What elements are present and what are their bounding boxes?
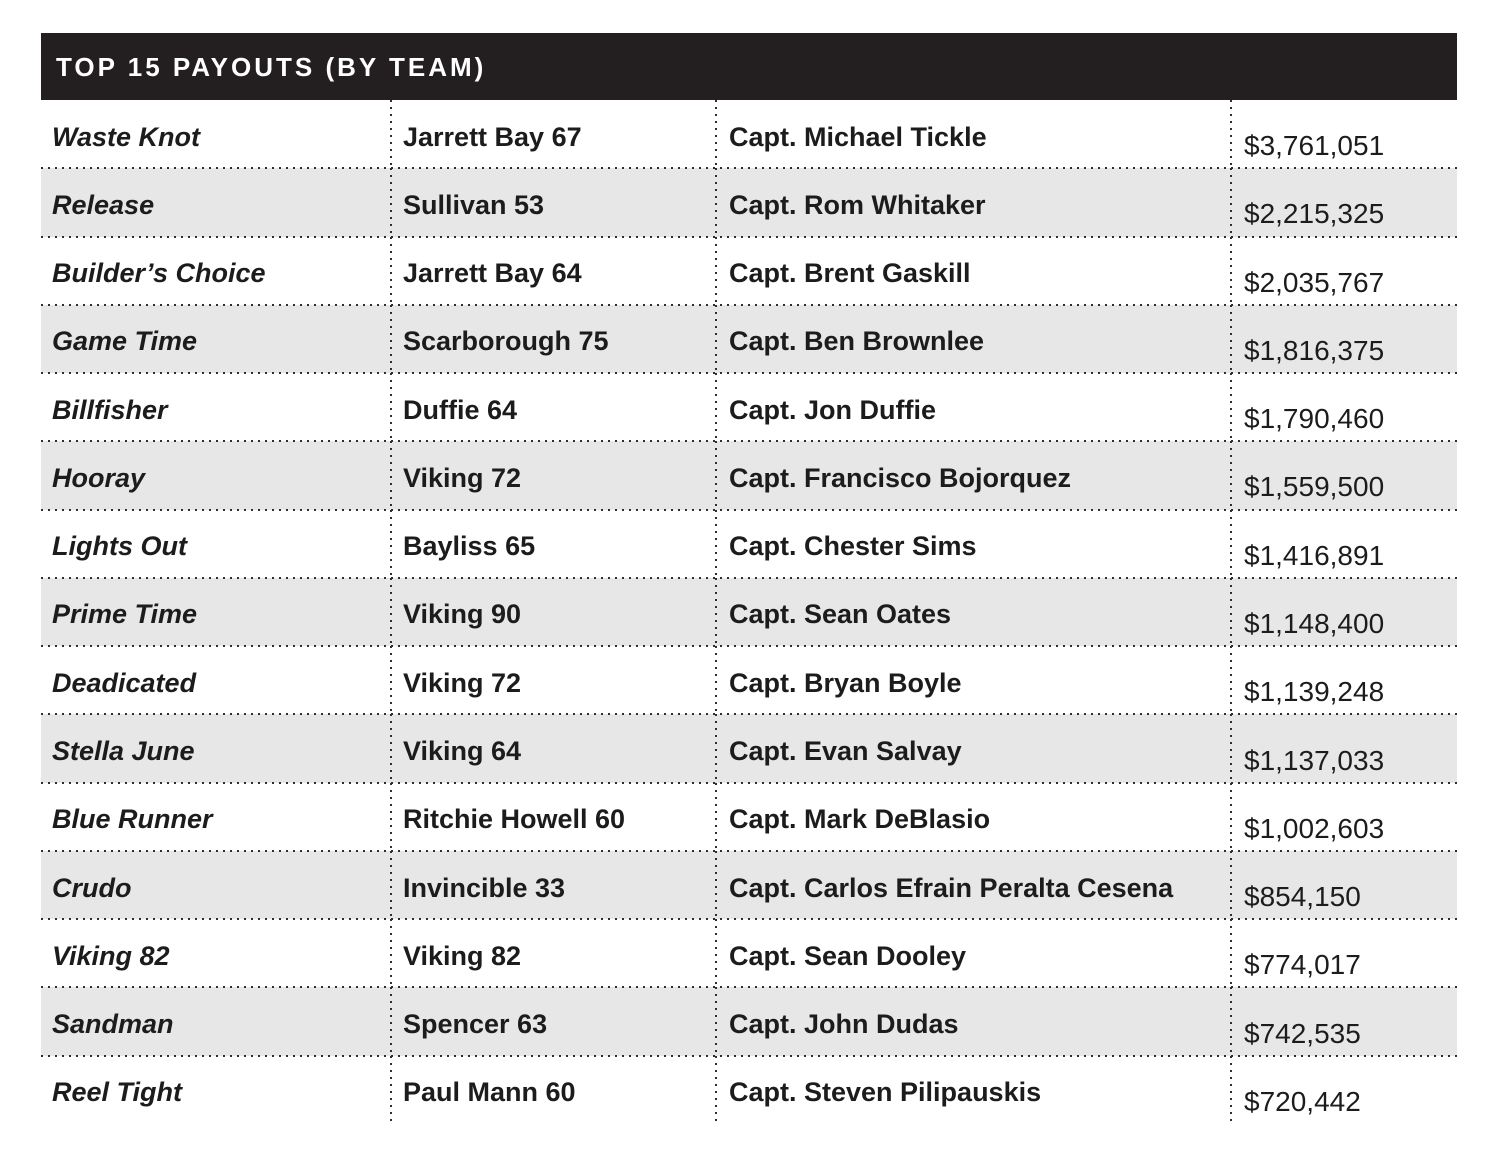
boat-model-cell <box>392 919 717 987</box>
captain-text: Capt. Chester Sims <box>729 531 977 562</box>
payout-cell <box>1232 305 1457 373</box>
boat-model-cell <box>392 305 717 373</box>
boat-model-text: Viking 82 <box>403 940 522 971</box>
boat-model-cell <box>392 373 717 441</box>
captain-text: Capt. Evan Salvay <box>729 736 962 767</box>
captain-cell <box>717 441 1232 509</box>
team-name-text: Reel Tight <box>52 1077 183 1108</box>
payout-text: $720,442 <box>1244 1085 1361 1117</box>
team-name-cell <box>41 510 392 578</box>
captain-cell <box>717 168 1232 236</box>
boat-model-cell <box>392 578 717 646</box>
table-row <box>41 237 1457 305</box>
captain-cell <box>717 851 1232 919</box>
captain-text: Capt. Brent Gaskill <box>729 258 971 289</box>
payout-table <box>41 33 1457 1124</box>
boat-model-text: Duffie 64 <box>403 394 518 425</box>
table-row <box>41 987 1457 1055</box>
payout-cell <box>1232 1056 1457 1124</box>
table-header-bar <box>41 33 1457 100</box>
payout-text: $2,215,325 <box>1244 198 1385 230</box>
captain-text: Capt. Bryan Boyle <box>729 667 962 698</box>
boat-model-cell <box>392 168 717 236</box>
table-row <box>41 1056 1457 1124</box>
payout-text: $1,816,375 <box>1244 334 1385 366</box>
captain-text: Capt. Rom Whitaker <box>729 189 986 220</box>
captain-text: Capt. Michael Tickle <box>729 121 987 152</box>
captain-cell <box>717 783 1232 851</box>
team-name-cell <box>41 100 392 168</box>
table-row <box>41 851 1457 919</box>
captain-text: Capt. Steven Pilipauskis <box>729 1077 1042 1108</box>
boat-model-cell <box>392 987 717 1055</box>
captain-text: Capt. Francisco Bojorquez <box>729 462 1072 493</box>
payout-text: $1,148,400 <box>1244 607 1385 639</box>
table-body <box>41 100 1457 1124</box>
payout-cell <box>1232 168 1457 236</box>
payout-text: $1,416,891 <box>1244 539 1385 571</box>
boat-model-cell <box>392 441 717 509</box>
boat-model-text: Viking 72 <box>403 667 522 698</box>
payout-cell <box>1232 237 1457 305</box>
boat-model-cell <box>392 100 717 168</box>
captain-text: Capt. Carlos Efrain Peralta Cesena <box>729 872 1174 903</box>
boat-model-text: Invincible 33 <box>403 872 566 903</box>
table-row <box>41 168 1457 236</box>
captain-cell <box>717 237 1232 305</box>
team-name-text: Game Time <box>52 326 198 357</box>
captain-text: Capt. Ben Brownlee <box>729 326 985 357</box>
team-name-cell <box>41 851 392 919</box>
table-row <box>41 646 1457 714</box>
team-name-text: Deadicated <box>52 667 197 698</box>
payout-text: $742,535 <box>1244 1017 1361 1049</box>
payout-text: $854,150 <box>1244 881 1361 913</box>
boat-model-cell <box>392 1056 717 1124</box>
team-name-cell <box>41 578 392 646</box>
captain-text: Capt. Sean Oates <box>729 599 952 630</box>
table-row <box>41 578 1457 646</box>
payout-cell <box>1232 100 1457 168</box>
boat-model-text: Ritchie Howell 60 <box>403 804 626 835</box>
team-name-cell <box>41 237 392 305</box>
boat-model-text: Scarborough 75 <box>403 326 609 357</box>
payout-cell <box>1232 441 1457 509</box>
boat-model-cell <box>392 646 717 714</box>
captain-cell <box>717 100 1232 168</box>
team-name-cell <box>41 783 392 851</box>
payout-cell <box>1232 714 1457 782</box>
boat-model-text: Viking 64 <box>403 736 522 767</box>
table-row <box>41 441 1457 509</box>
captain-cell <box>717 1056 1232 1124</box>
team-name-text: Waste Knot <box>52 121 201 152</box>
team-name-text: Lights Out <box>52 531 187 562</box>
table-row <box>41 919 1457 987</box>
payout-text: $774,017 <box>1244 949 1361 981</box>
captain-cell <box>717 919 1232 987</box>
table-row <box>41 100 1457 168</box>
team-name-cell <box>41 987 392 1055</box>
payout-cell <box>1232 783 1457 851</box>
payout-cell <box>1232 987 1457 1055</box>
team-name-text: Prime Time <box>52 599 198 630</box>
payout-cell <box>1232 373 1457 441</box>
payout-text: $1,137,033 <box>1244 744 1385 776</box>
team-name-text: Hooray <box>52 462 146 493</box>
payout-cell <box>1232 919 1457 987</box>
boat-model-text: Jarrett Bay 64 <box>403 258 582 289</box>
team-name-text: Stella June <box>52 736 195 767</box>
team-name-cell <box>41 919 392 987</box>
captain-cell <box>717 305 1232 373</box>
table-row <box>41 714 1457 782</box>
captain-text: Capt. Mark DeBlasio <box>729 804 991 835</box>
captain-cell <box>717 646 1232 714</box>
team-name-cell <box>41 714 392 782</box>
captain-cell <box>717 987 1232 1055</box>
payout-text: $3,761,051 <box>1244 130 1385 162</box>
boat-model-cell <box>392 851 717 919</box>
captain-text: Capt. Sean Dooley <box>729 940 967 971</box>
boat-model-cell <box>392 237 717 305</box>
team-name-cell <box>41 646 392 714</box>
team-name-text: Builder’s Choice <box>52 258 266 289</box>
boat-model-text: Sullivan 53 <box>403 189 545 220</box>
table-title: TOP 15 PAYOUTS (BY TEAM) <box>56 52 487 82</box>
payout-cell <box>1232 578 1457 646</box>
boat-model-text: Jarrett Bay 67 <box>403 121 582 152</box>
payout-cell <box>1232 510 1457 578</box>
boat-model-text: Viking 72 <box>403 462 522 493</box>
team-name-text: Billfisher <box>52 394 168 425</box>
team-name-text: Blue Runner <box>52 804 213 835</box>
boat-model-text: Bayliss 65 <box>403 531 536 562</box>
payout-text: $1,559,500 <box>1244 471 1385 503</box>
captain-text: Capt. John Dudas <box>729 1009 959 1040</box>
team-name-cell <box>41 305 392 373</box>
captain-cell <box>717 578 1232 646</box>
team-name-text: Sandman <box>52 1009 174 1040</box>
payout-cell <box>1232 851 1457 919</box>
team-name-text: Crudo <box>52 872 132 903</box>
table-row <box>41 510 1457 578</box>
boat-model-cell <box>392 783 717 851</box>
captain-cell <box>717 510 1232 578</box>
captain-cell <box>717 714 1232 782</box>
captain-cell <box>717 373 1232 441</box>
boat-model-text: Paul Mann 60 <box>403 1077 576 1108</box>
payout-text: $1,002,603 <box>1244 812 1385 844</box>
table-row <box>41 373 1457 441</box>
captain-text: Capt. Jon Duffie <box>729 394 936 425</box>
payout-text: $1,139,248 <box>1244 676 1385 708</box>
team-name-cell <box>41 168 392 236</box>
payout-text: $1,790,460 <box>1244 403 1385 435</box>
team-name-cell <box>41 373 392 441</box>
payout-cell <box>1232 646 1457 714</box>
team-name-text: Release <box>52 189 155 220</box>
team-name-cell <box>41 1056 392 1124</box>
table-row <box>41 305 1457 373</box>
table-row <box>41 783 1457 851</box>
team-name-cell <box>41 441 392 509</box>
payout-text: $2,035,767 <box>1244 266 1385 298</box>
team-name-text: Viking 82 <box>52 940 170 971</box>
boat-model-cell <box>392 510 717 578</box>
boat-model-text: Spencer 63 <box>403 1009 548 1040</box>
boat-model-cell <box>392 714 717 782</box>
boat-model-text: Viking 90 <box>403 599 522 630</box>
